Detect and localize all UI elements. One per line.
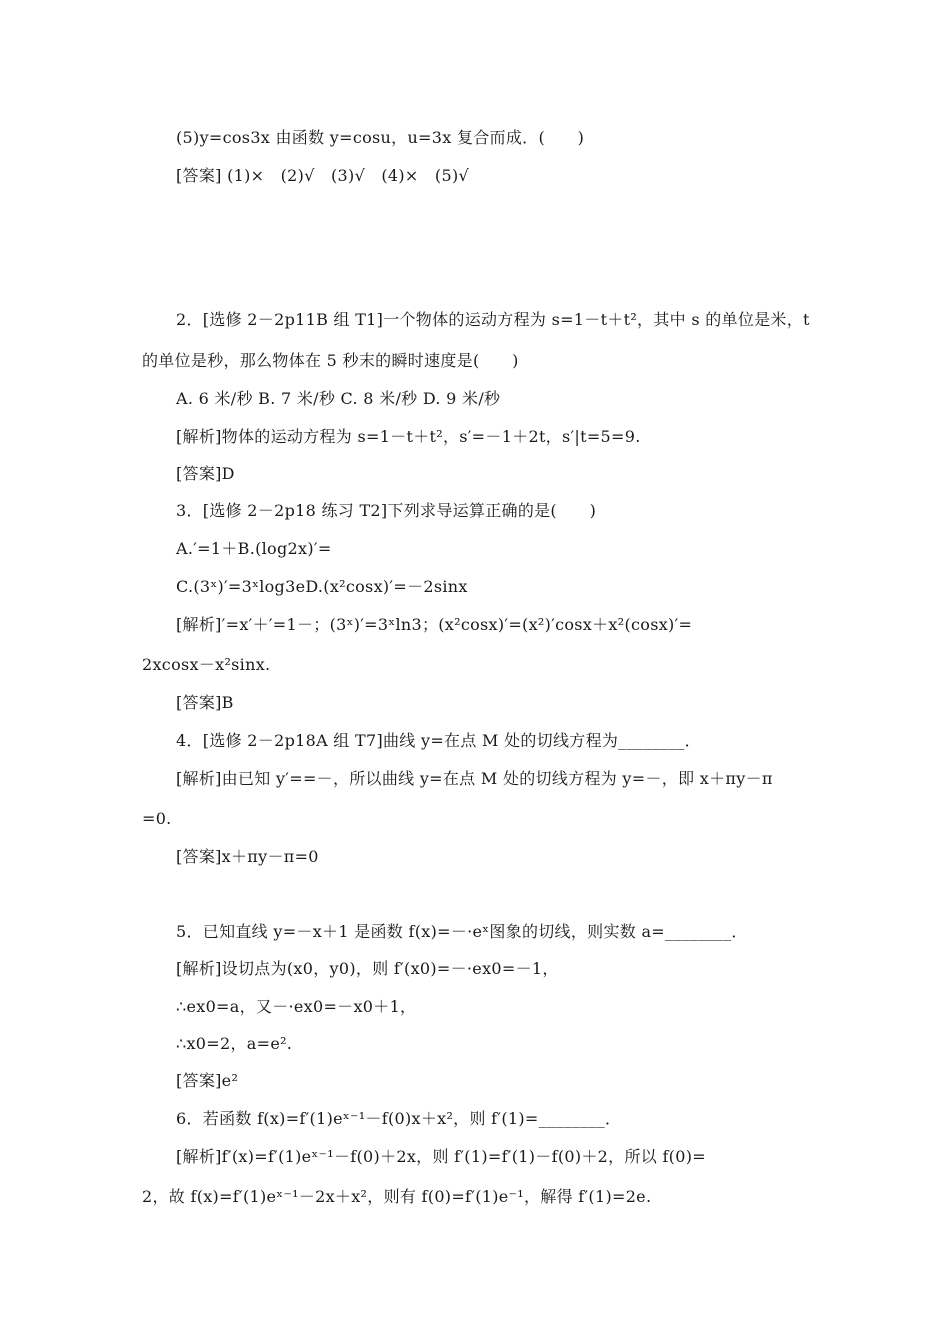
q5-analysis-line3: ∴x0=2，a=e². [176, 1034, 293, 1053]
q3-answer: [答案]B [176, 693, 234, 712]
q2-stem-line2: 的单位是秒，那么物体在 5 秒末的瞬时速度是( ) [142, 351, 519, 370]
q1-answer: [答案] (1)× (2)√ (3)√ (4)× (5)√ [176, 166, 469, 185]
q4-analysis-line1: [解析]由已知 y′==－，所以曲线 y=在点 M 处的切线方程为 y=－，即 x＋πy－π [176, 769, 773, 788]
q3-stem: 3．[选修 2－2p18 练习 T2]下列求导运算正确的是( ) [176, 501, 597, 520]
q3-analysis-line2: 2xcosx－x²sinx. [142, 655, 271, 674]
q3-options-ab: A.′=1＋B.(log2x)′= [176, 539, 332, 558]
q3-analysis-line1: [解析]′=x′＋′=1－；(3ˣ)′=3ˣln3；(x²cosx)′=(x²)′cosx＋x²(cosx)′= [176, 615, 693, 634]
q4-stem: 4．[选修 2－2p18A 组 T7]曲线 y=在点 M 处的切线方程为________． [176, 731, 701, 750]
q5-stem: 5．已知直线 y=－x＋1 是函数 f(x)=－·eˣ图象的切线，则实数 a=________． [176, 922, 748, 941]
q6-analysis-line2: 2，故 f(x)=f′(1)eˣ⁻¹－2x＋x²，则有 f(0)=f′(1)e⁻¹，解得 f′(1)=2e. [142, 1187, 652, 1206]
q1-item-5: (5)y=cos3x 由函数 y=cosu，u=3x 复合而成．( ) [176, 128, 585, 147]
q5-analysis-line1: [解析]设切点为(x0，y0)，则 f′(x0)=－·ex0=－1， [176, 959, 559, 978]
q3-options-cd: C.(3ˣ)′=3ˣlog3eD.(x²cosx)′=－2sinx [176, 577, 468, 596]
q6-stem: 6．若函数 f(x)=f′(1)eˣ⁻¹－f(0)x＋x²，则 f′(1)=________． [176, 1109, 622, 1128]
q4-analysis-line2: =0. [142, 809, 172, 828]
q6-analysis-line1: [解析]f′(x)=f′(1)eˣ⁻¹－f(0)＋2x，则 f′(1)=f′(1)－f(0)＋2，所以 f(0)= [176, 1147, 706, 1166]
q2-stem-line1: 2．[选修 2－2p11B 组 T1]一个物体的运动方程为 s=1－t＋t²，其中 s 的单位是米，t [176, 310, 810, 329]
q2-answer: [答案]D [176, 464, 235, 483]
q5-analysis-line2: ∴ex0=a，又－·ex0=－x0＋1， [176, 997, 417, 1016]
q5-answer: [答案]e² [176, 1071, 239, 1090]
q4-answer: [答案]x＋πy－π=0 [176, 847, 319, 866]
q2-analysis: [解析]物体的运动方程为 s=1－t＋t²，s′=－1＋2t，s′|t=5=9. [176, 427, 641, 446]
q2-options: A. 6 米/秒 B. 7 米/秒 C. 8 米/秒 D. 9 米/秒 [176, 389, 501, 408]
